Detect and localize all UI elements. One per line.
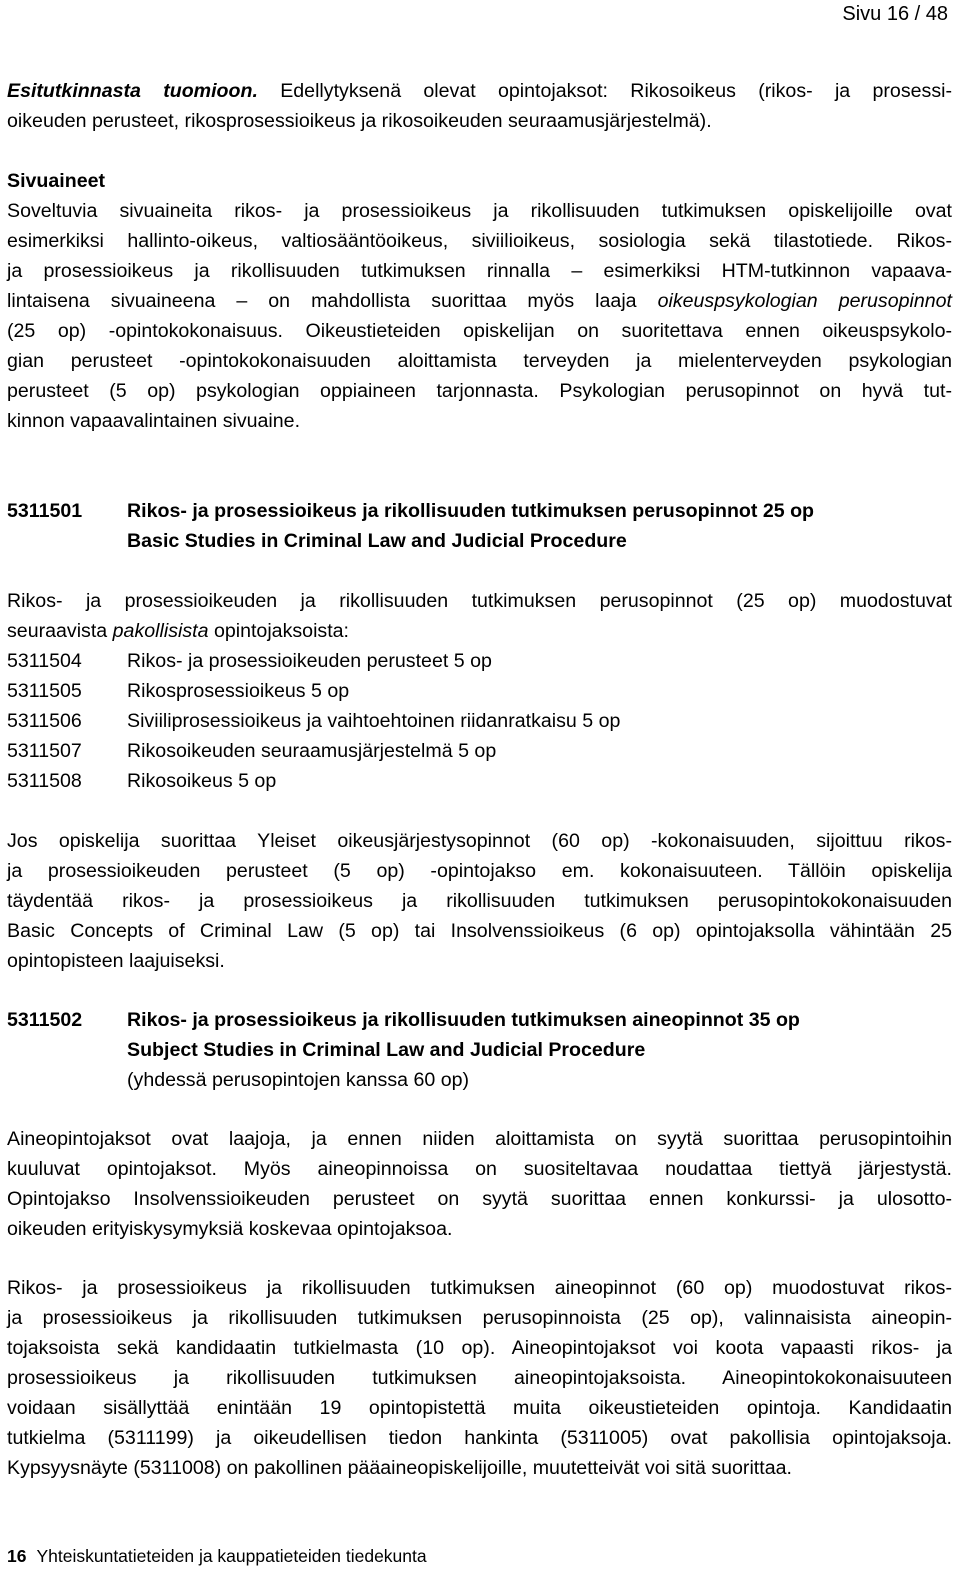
course1-desc-line1: Rikos- ja prosessioikeuden ja rikollisuuden tutkimuksen perusopinnot (25 op) muodostuvat	[7, 590, 952, 612]
note-line: Basic Concepts of Criminal Law (5 op) tai Insolvenssioikeus (6 op) opintojaksolla vähintään 25	[7, 920, 952, 942]
minors-section	[7, 166, 952, 436]
course1-desc-italic: pakollisista	[112, 620, 209, 642]
page-footer	[7, 1543, 427, 1569]
course2-extra: (yhdessä perusopintojen kanssa 60 op)	[127, 1069, 470, 1091]
module-row	[0, 706, 960, 736]
minors-line: gian perusteet -opintokokonaisuuden aloittamista terveyden ja mielenterveyden psykologian	[7, 350, 952, 372]
module-code: 5311506	[7, 710, 82, 732]
minors-line: Soveltuvia sivuaineita rikos- ja prosessioikeus ja rikollisuuden tutkimuksen opiskelijoille ovat	[7, 200, 952, 222]
module-code: 5311504	[7, 650, 82, 672]
module-name: Siviiliprosessioikeus ja vaihtoehtoinen riidanratkaisu 5 op	[127, 710, 621, 732]
para-line: voidaan sisällyttää enintään 19 opintopistettä muita oikeustieteiden opintoja. Kandidaatin	[7, 1397, 952, 1419]
intro-lead: Esitutkinnasta tuomioon.	[7, 80, 258, 102]
module-name: Rikosprosessioikeus 5 op	[127, 680, 350, 702]
course1-desc-pre: seuraavista	[7, 620, 113, 642]
module-row	[0, 646, 960, 676]
para-line: tutkielma (5311199) ja oikeudellisen tiedon hankinta (5311005) ovat pakollisia opintojaksoja.	[7, 1427, 952, 1449]
footer-page-number: 16	[7, 1546, 27, 1566]
intro-paragraph	[7, 76, 952, 136]
minors-line4-pre: lintaisena sivuaineena – on mahdollista suorittaa myös laaja	[7, 290, 658, 312]
footer-faculty: Yhteiskuntatieteiden ja kauppatieteiden tiedekunta	[36, 1546, 427, 1566]
para-line: oikeuden erityiskysymyksiä koskevaa opintojaksoa.	[7, 1218, 453, 1240]
course1-code: 5311501	[7, 500, 83, 522]
course2-paragraph-2	[7, 1273, 952, 1483]
para-line: prosessioikeus ja rikollisuuden tutkimuksen aineopintojaksoista. Aineopintokokonaisuuteen	[7, 1367, 952, 1389]
minors-line: esimerkiksi hallinto-oikeus, valtiosääntöoikeus, siviilioikeus, sosiologia sekä tilastotiede. Rikos-	[7, 230, 952, 252]
course2-subtitle: Subject Studies in Criminal Law and Judicial Procedure	[127, 1039, 646, 1061]
para-line: Opintojakso Insolvenssioikeuden perusteet on syytä suorittaa ennen konkurssi- ja ulosotto-	[7, 1188, 952, 1210]
minors-line: kinnon vapaavalintainen sivuaine.	[7, 410, 301, 432]
para-line: Kypsyysnäyte (5311008) on pakollinen pääaineopiskelijoille, muutetteivät voi sitä suorittaa.	[7, 1457, 792, 1479]
module-row	[0, 676, 960, 706]
para-line: ja prosessioikeus ja rikollisuuden tutkimuksen perusopinnoista (25 op), valinnaisista aineopin-	[7, 1307, 952, 1329]
course1-desc-post: opintojaksoista:	[208, 620, 350, 642]
module-name: Rikos- ja prosessioikeuden perusteet 5 op	[127, 650, 492, 672]
intro-line2: oikeuden perusteet, rikosprosessioikeus ja rikosoikeuden seuraamusjärjestelmä).	[7, 110, 712, 132]
note-line: opintopisteen laajuiseksi.	[7, 950, 225, 972]
minors-heading: Sivuaineet	[7, 170, 106, 192]
course2-title: Rikos- ja prosessioikeus ja rikollisuuden tutkimuksen aineopinnot 35 op	[127, 1009, 800, 1031]
intro-line1: Edellytyksenä olevat opintojaksot: Rikosoikeus (rikos- ja prosessi-	[257, 80, 952, 102]
module-code: 5311507	[7, 740, 82, 762]
note-line: Jos opiskelija suorittaa Yleiset oikeusjärjestysopinnot (60 op) -kokonaisuuden, sijoittuu rikos-	[7, 830, 952, 852]
note-line: ja prosessioikeuden perusteet (5 op) -opintojakso em. kokonaisuuteen. Tällöin opiskelija	[7, 860, 952, 882]
module-name: Rikosoikeus 5 op	[127, 770, 277, 792]
para-line: kuuluvat opintojaksot. Myös aineopinnoissa on suositeltavaa noudattaa tiettyä järjestystä.	[7, 1158, 952, 1180]
para-line: Rikos- ja prosessioikeus ja rikollisuuden tutkimuksen aineopinnot (60 op) muodostuvat rikos-	[7, 1277, 952, 1299]
course2-code: 5311502	[7, 1009, 83, 1031]
course1-subtitle: Basic Studies in Criminal Law and Judicial Procedure	[127, 530, 627, 552]
course1-title: Rikos- ja prosessioikeus ja rikollisuuden tutkimuksen perusopinnot 25 op	[127, 500, 815, 522]
course2-paragraph-1	[7, 1124, 952, 1244]
minors-line: perusteet (5 op) psykologian oppiaineen tarjonnasta. Psykologian perusopinnot on hyvä tut-	[7, 380, 952, 402]
course1-description	[7, 586, 952, 646]
module-code: 5311505	[7, 680, 82, 702]
module-name: Rikosoikeuden seuraamusjärjestelmä 5 op	[127, 740, 497, 762]
minors-line4-italic: oikeuspsykologian perusopinnot	[657, 290, 952, 312]
course2-subtitle-row	[0, 1035, 960, 1065]
para-line: Aineopintojaksot ovat laajoja, ja ennen niiden aloittamista on syytä suorittaa perusopintoihin	[7, 1128, 952, 1150]
course1-note	[7, 826, 952, 976]
course2-extra-row	[0, 1065, 960, 1095]
course1-subtitle-row	[0, 526, 960, 556]
page-number: Sivu 16 / 48	[842, 3, 948, 25]
course1-heading	[0, 496, 960, 526]
para-line: tojaksoista sekä kandidaatin tutkielmasta (10 op). Aineopintojaksot voi koota vapaasti rikos- ja	[7, 1337, 952, 1359]
module-row	[0, 766, 960, 796]
module-row	[0, 736, 960, 766]
minors-line: (25 op) -opintokokonaisuus. Oikeustieteiden opiskelijan on suoritettava ennen oikeuspsykolo-	[7, 320, 952, 342]
module-code: 5311508	[7, 770, 82, 792]
minors-line: ja prosessioikeus ja rikollisuuden tutkimuksen rinnalla – esimerkiksi HTM-tutkinnon vapaava-	[7, 260, 952, 282]
note-line: täydentää rikos- ja prosessioikeus ja rikollisuuden tutkimuksen perusopintokokonaisuuden	[7, 890, 952, 912]
course2-heading	[0, 1005, 960, 1035]
